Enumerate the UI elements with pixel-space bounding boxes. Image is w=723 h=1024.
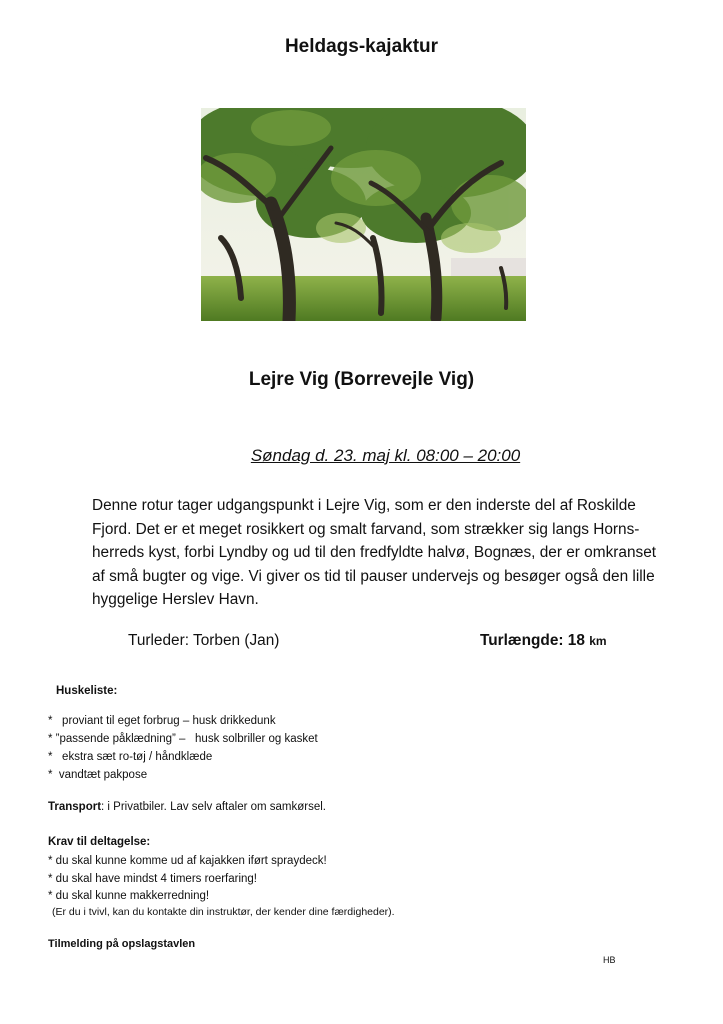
checklist-item: * ”passende påklædning” – husk solbriller og kasket: [48, 733, 318, 745]
checklist-item: * ekstra sæt ro-tøj / håndklæde: [48, 751, 213, 763]
requirement-item: * du skal have mindst 4 timers roerfaring!: [48, 872, 258, 885]
author-initials: HB: [603, 955, 616, 965]
transport-label: Transport: [48, 801, 102, 813]
transport-text: : i Privatbiler. Lav selv aftaler om samkørsel.: [101, 801, 327, 813]
checklist-heading: Huskeliste:: [56, 685, 118, 697]
signup-info: Tilmelding på opslagstavlen: [48, 938, 196, 950]
tour-length-value: 18: [567, 632, 585, 649]
requirement-item: * du skal kunne makkerredning!: [48, 890, 210, 902]
tour-length-unit: km: [589, 634, 607, 648]
requirements-heading: Krav til deltagelse:: [48, 836, 151, 848]
description-line: herreds kyst, forbi Lyndby og ud til den fredfyldte halvø, Bognæs, der er omkranset: [92, 544, 657, 561]
requirements-note: (Er du i tvivl, kan du kontakte din instruktør, der kender dine færdigheder).: [52, 906, 395, 918]
description-line: af små bugter og vige. Vi giver os tid til pauser undervejs og besøger også den lille: [92, 567, 655, 585]
tour-length: [480, 632, 607, 650]
tour-leader: Turleder: Torben (Jan): [128, 632, 280, 649]
checklist-item: * proviant til eget forbrug – husk drikkedunk: [48, 715, 276, 727]
tour-date: Søndag d. 23. maj kl. 08:00 – 20:00: [250, 446, 521, 465]
oak-trees-photo: [201, 108, 526, 321]
checklist: [48, 712, 318, 784]
tour-location-title: Lejre Vig (Borrevejle Vig): [248, 369, 475, 390]
description-line: Denne rotur tager udgangspunkt i Lejre Vig, som er den inderste del af Roskilde: [92, 497, 636, 514]
page-title: Heldags-kajaktur: [284, 36, 439, 57]
requirement-item: * du skal kunne komme ud af kajakken iført spraydeck!: [48, 855, 327, 867]
tour-length-label: Turlængde:: [480, 632, 564, 649]
description-line: Fjord. Det er et meget rosikkert og smalt farvand, som strækker sig langs Horns-: [92, 520, 640, 538]
transport-info: [48, 801, 326, 813]
description-line: hyggelige Herslev Havn.: [92, 591, 259, 608]
checklist-item: * vandtæt pakpose: [48, 769, 148, 781]
requirements-list: [48, 853, 327, 906]
tour-description: [92, 494, 682, 612]
